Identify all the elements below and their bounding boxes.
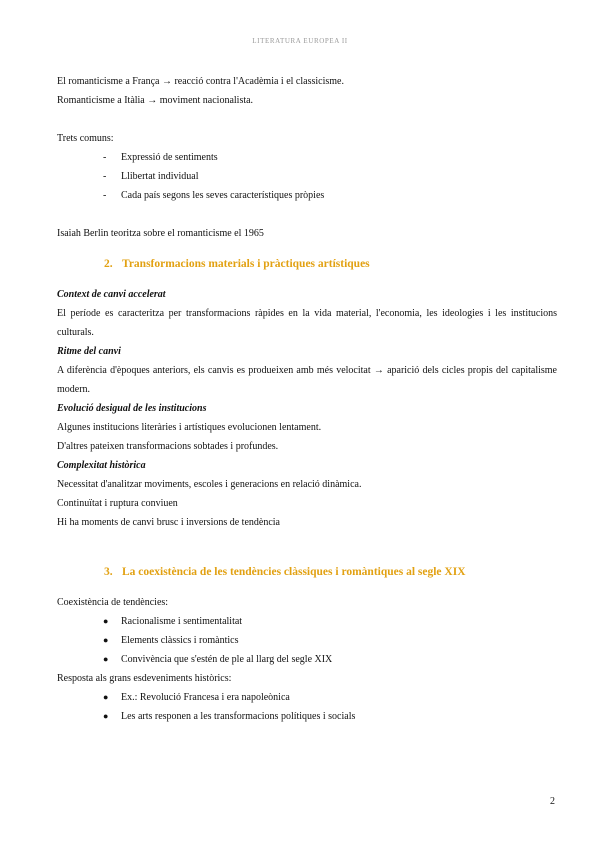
dash-marker: -	[103, 190, 107, 201]
bullet-icon: ●	[103, 635, 109, 645]
list-item-text: Racionalisme i sentimentalitat	[121, 616, 243, 627]
subheading-context: Context de canvi accelerat	[57, 289, 166, 300]
list-item	[57, 631, 557, 650]
common-traits-label: Trets comuns:	[57, 133, 114, 144]
page-body	[57, 72, 557, 726]
section-2-heading	[57, 254, 557, 274]
list-item	[57, 707, 557, 726]
paragraph-context: El període es caracteritza per transformacions ràpides en la vida material, l'economia, les ideologies i les institucions culturals.	[57, 308, 557, 338]
subheading-rhythm: Ritme del canvi	[57, 346, 121, 357]
dash-marker: -	[103, 152, 107, 163]
list-item-text: Expressió de sentiments	[121, 152, 218, 163]
list-item-text: Les arts responen a les transformacions polítiques i socials	[121, 711, 356, 722]
list-item	[57, 186, 557, 205]
section-3-heading	[57, 562, 557, 582]
list-item-text: Cada país segons les seves característiques pròpies	[121, 190, 325, 201]
list-item	[57, 167, 557, 186]
list-item	[57, 688, 557, 707]
subheading-complexity: Complexitat històrica	[57, 460, 146, 471]
intro-line-italy: Romanticisme a Itàlia → moviment nacionalista.	[57, 95, 254, 106]
berlin-note: Isaiah Berlin teoritza sobre el romanticisme el 1965	[57, 228, 264, 239]
section-title: Transformacions materials i pràctiques artístiques	[122, 258, 370, 270]
bullet-icon: ●	[103, 654, 109, 664]
bullet-icon: ●	[103, 711, 109, 721]
running-header: LITERATURA EUROPEA II	[252, 37, 348, 45]
dash-marker: -	[103, 171, 107, 182]
list-item-text: Llibertat individual	[121, 171, 199, 182]
section-number: 2.	[104, 258, 113, 270]
list-item-text: Elements clàssics i romàntics	[121, 635, 239, 646]
paragraph-rhythm: A diferència d'èpoques anteriors, els canvis es produeixen amb més velocitat → aparició dels cicles propis del capitalisme modern.	[57, 365, 557, 395]
list-item-text: Ex.: Revolució Francesa i era napoleònica	[121, 692, 290, 703]
list-item-text: Convivència que s'estén de ple al llarg del segle XIX	[121, 654, 333, 665]
subheading-institutions: Evolució desigual de les institucions	[57, 403, 207, 414]
bullet-icon: ●	[103, 692, 109, 702]
paragraph-complexity-1: Necessitat d'analitzar moviments, escoles i generacions en relació dinàmica.	[57, 479, 362, 490]
intro-line-france: El romanticisme a França → reacció contra l'Acadèmia i el classicisme.	[57, 76, 344, 87]
paragraph-complexity-2: Continuïtat i ruptura conviuen	[57, 498, 178, 509]
paragraph-institutions-1: Algunes institucions literàries i artístiques evolucionen lentament.	[57, 422, 322, 433]
bullet-icon: ●	[103, 616, 109, 626]
list-item	[57, 650, 557, 669]
list-item	[57, 612, 557, 631]
paragraph-institutions-2: D'altres pateixen transformacions sobtades i profundes.	[57, 441, 279, 452]
coexistence-label: Coexistència de tendències:	[57, 597, 169, 608]
response-label: Resposta als grans esdeveniments històrics:	[57, 673, 232, 684]
paragraph-complexity-3: Hi ha moments de canvi brusc i inversions de tendència	[57, 517, 280, 528]
section-number: 3.	[104, 566, 113, 578]
page-number: 2	[550, 796, 555, 807]
section-title: La coexistència de les tendències clàssiques i romàntiques al segle XIX	[122, 566, 466, 578]
list-item	[57, 148, 557, 167]
